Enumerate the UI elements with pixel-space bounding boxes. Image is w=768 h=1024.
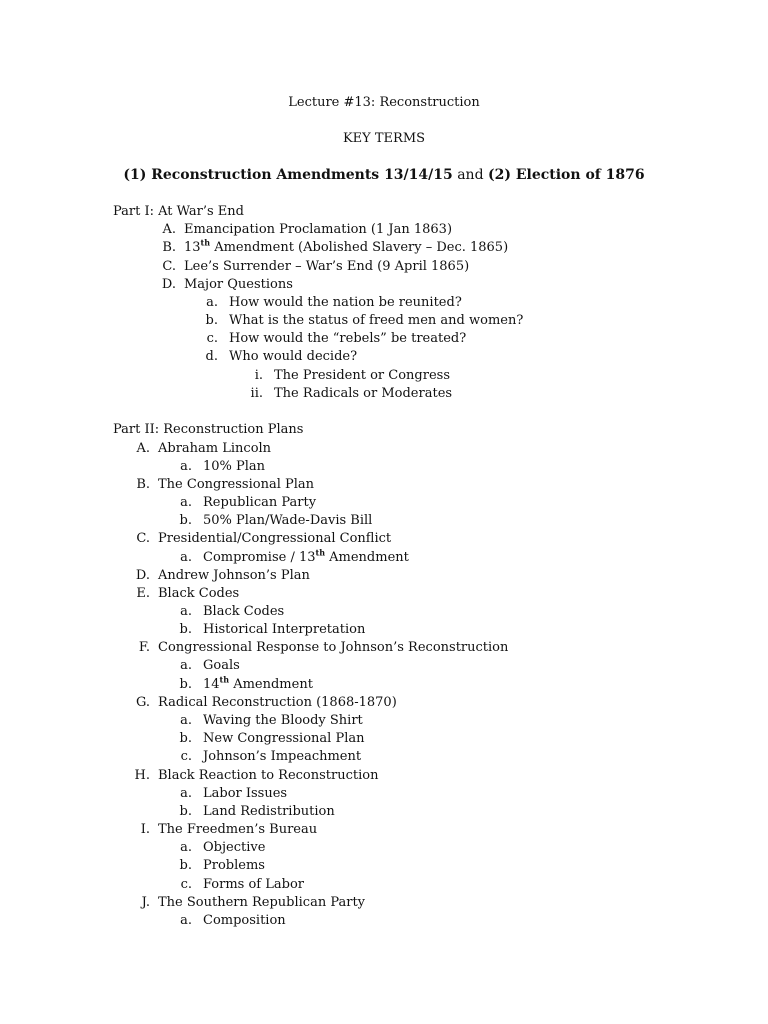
- outline-marker: I.: [140, 822, 150, 837]
- outline-text: Black Codes: [203, 604, 285, 619]
- outline-marker: i.: [254, 368, 263, 383]
- ordinal-superscript: th: [219, 674, 230, 685]
- part2-heading: Part II: Reconstruction Plans: [113, 422, 304, 437]
- outline-marker: F.: [138, 640, 150, 655]
- outline-text: Labor Issues: [203, 786, 288, 801]
- outline-text: 10% Plan: [203, 459, 266, 474]
- outline-text: Black Codes: [158, 586, 240, 601]
- outline-text: [203, 549, 409, 567]
- outline-text: 50% Plan/Wade-Davis Bill: [203, 513, 373, 528]
- text-pre: Compromise / 13: [203, 550, 316, 565]
- outline-text: Congressional Response to Johnson’s Reconstruction: [158, 640, 509, 655]
- text-post: Amendment (Abolished Slavery – Dec. 1865): [210, 240, 509, 255]
- outline-marker: a.: [180, 713, 192, 728]
- outline-text: Composition: [203, 913, 286, 928]
- subtitle-part2: (2) Election of 1876: [487, 167, 645, 183]
- outline-text: Republican Party: [203, 495, 317, 510]
- outline-text: Who would decide?: [229, 349, 358, 364]
- outline-text: Waving the Bloody Shirt: [203, 713, 363, 728]
- outline-text: Lee’s Surrender – War’s End (9 April 1865): [184, 259, 470, 274]
- subtitle-part1: (1) Reconstruction Amendments 13/14/15: [123, 167, 453, 183]
- outline-text: Presidential/Congressional Conflict: [158, 531, 392, 546]
- outline-marker: b.: [179, 804, 192, 819]
- outline-text: How would the “rebels” be treated?: [229, 331, 467, 346]
- outline-marker: B.: [136, 477, 150, 492]
- key-terms-heading: KEY TERMS: [342, 131, 426, 146]
- outline-text: The President or Congress: [274, 368, 450, 383]
- outline-marker: ii.: [250, 386, 263, 401]
- outline-marker: a.: [180, 604, 192, 619]
- outline-marker: A.: [162, 222, 176, 237]
- outline-marker: C.: [162, 259, 176, 274]
- outline-marker: E.: [136, 586, 150, 601]
- outline-text: What is the status of freed men and women?: [229, 313, 524, 328]
- outline-marker: a.: [180, 495, 192, 510]
- outline-marker: H.: [134, 768, 150, 783]
- outline-marker: c.: [180, 749, 192, 764]
- outline-marker: J.: [141, 895, 150, 910]
- outline-text: Land Redistribution: [203, 804, 335, 819]
- outline-text: Johnson’s Impeachment: [203, 749, 362, 764]
- text-post: Amendment: [325, 550, 409, 565]
- outline-text: New Congressional Plan: [203, 731, 365, 746]
- outline-text: Major Questions: [184, 277, 293, 292]
- outline-marker: a.: [180, 913, 192, 928]
- outline-text: Emancipation Proclamation (1 Jan 1863): [184, 222, 453, 237]
- outline-marker: a.: [180, 840, 192, 855]
- key-terms-subtitle: [0, 166, 768, 184]
- outline-marker: D.: [135, 568, 150, 583]
- outline-marker: b.: [205, 313, 218, 328]
- outline-text: Abraham Lincoln: [158, 441, 272, 456]
- outline-marker: C.: [136, 531, 150, 546]
- outline-text: How would the nation be reunited?: [229, 295, 462, 310]
- outline-marker: A.: [136, 441, 150, 456]
- outline-text: [203, 676, 313, 694]
- outline-marker: b.: [179, 731, 192, 746]
- outline-marker: G.: [135, 695, 150, 710]
- outline-text: Objective: [203, 840, 266, 855]
- document-title: Lecture #13: Reconstruction: [288, 95, 480, 110]
- outline-marker: a.: [180, 658, 192, 673]
- outline-marker: a.: [180, 459, 192, 474]
- outline-text: Black Reaction to Reconstruction: [158, 768, 379, 783]
- outline-text: Historical Interpretation: [203, 622, 366, 637]
- outline-marker: c.: [180, 877, 192, 892]
- outline-text: [184, 239, 508, 257]
- outline-marker: d.: [205, 349, 218, 364]
- outline-text: Radical Reconstruction (1868-1870): [158, 695, 397, 710]
- outline-text: Andrew Johnson’s Plan: [158, 568, 310, 583]
- outline-marker: a.: [180, 786, 192, 801]
- outline-text: The Freedmen’s Bureau: [158, 822, 318, 837]
- outline-marker: B.: [162, 240, 176, 255]
- outline-marker: D.: [161, 277, 176, 292]
- outline-marker: b.: [179, 858, 192, 873]
- text-post: Amendment: [229, 677, 313, 692]
- ordinal-superscript: th: [200, 237, 211, 248]
- outline-text: Forms of Labor: [203, 877, 304, 892]
- outline-marker: a.: [180, 550, 192, 565]
- outline-text: The Southern Republican Party: [158, 895, 366, 910]
- ordinal-superscript: th: [315, 547, 326, 558]
- part1-heading: Part I: At War’s End: [113, 204, 244, 219]
- outline-marker: b.: [179, 622, 192, 637]
- outline-text: Goals: [203, 658, 240, 673]
- outline-text: The Radicals or Moderates: [274, 386, 453, 401]
- outline-marker: b.: [179, 513, 192, 528]
- outline-marker: c.: [206, 331, 218, 346]
- outline-text: The Congressional Plan: [158, 477, 315, 492]
- outline-marker: a.: [206, 295, 218, 310]
- text-pre: 14: [203, 677, 220, 692]
- subtitle-and: and: [457, 167, 484, 183]
- text-pre: 13: [184, 240, 201, 255]
- outline-text: Problems: [203, 858, 265, 873]
- outline-marker: b.: [179, 677, 192, 692]
